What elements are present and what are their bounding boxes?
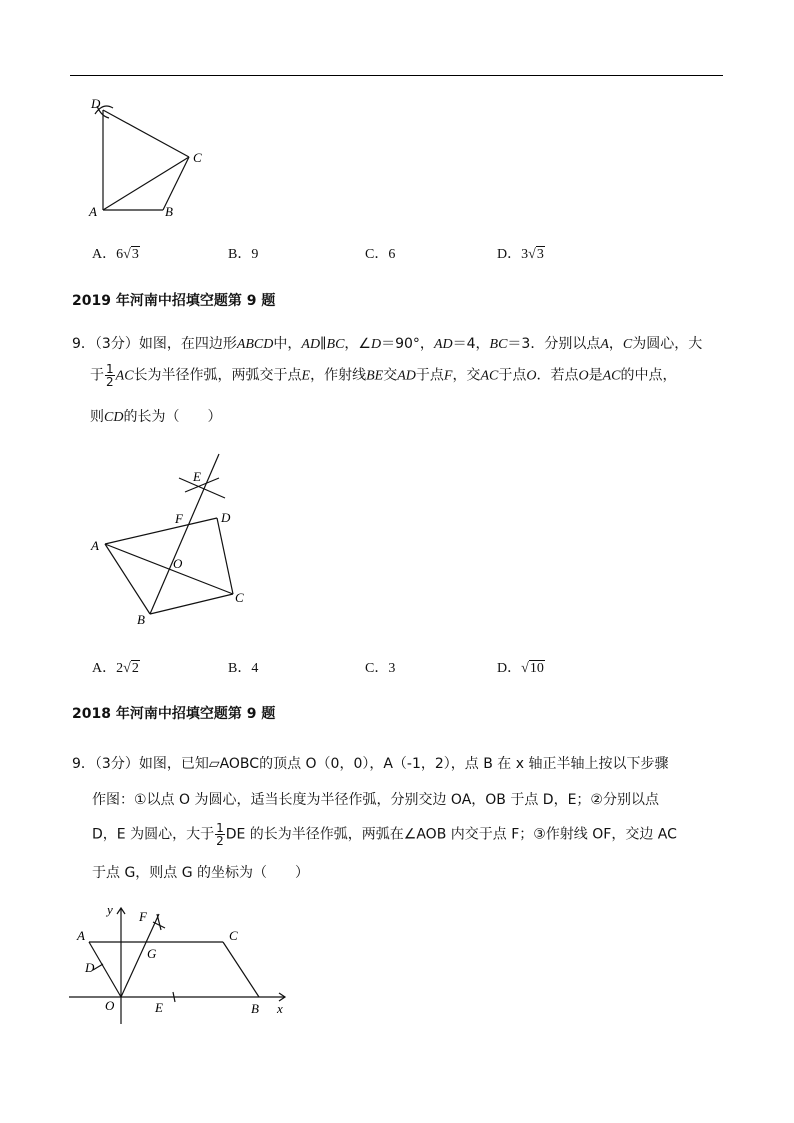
label-C: C <box>229 928 238 943</box>
label-B: B <box>251 1001 259 1016</box>
q2019-line-3: 则CD的长为（ ） <box>90 409 222 425</box>
figure-2018-coordinate <box>65 900 295 1030</box>
header-rule <box>70 75 723 76</box>
section-title-2018: 2018 年河南中招填空题第 9 题 <box>72 706 276 722</box>
label-O: O <box>105 998 115 1013</box>
q2019-line-1: 9．（3分）如图，在四边形ABCD中，AD∥BC，∠D＝90°，AD＝4，BC＝3．分别以点A，C为圆心，大 <box>72 336 703 352</box>
q2018-line-2: 作图：①以点 O 为圆心，适当长度为半径作弧，分别交边 OA，OB 于点 D，E；②分别以点 <box>92 792 659 808</box>
label-F: F <box>175 511 183 526</box>
label-A: A <box>77 928 85 943</box>
figure-2019-quadrilateral <box>85 448 260 633</box>
option-b: B．4 <box>228 661 259 676</box>
option-b: B．9 <box>228 247 259 262</box>
label-E: E <box>155 1000 163 1015</box>
label-B: B <box>165 204 173 219</box>
q2018-line-3: D，E 为圆心，大于 $\frac{1}{2}$ DE 的长为半径作弧，两弧在∠AOB 内交于点 F；③作射线 OF，交边 AC <box>92 821 677 848</box>
section-title-2019: 2019 年河南中招填空题第 9 题 <box>72 293 276 309</box>
label-A: A <box>89 204 97 219</box>
label-O: O <box>173 556 183 571</box>
label-C: C <box>235 590 244 605</box>
option-c: C．3 <box>365 661 396 676</box>
label-D: D <box>221 510 231 525</box>
option-d: D．√10 <box>497 661 544 676</box>
label-A: A <box>91 538 99 553</box>
label-x: x <box>277 1001 283 1016</box>
label-G: G <box>147 946 157 961</box>
label-y: y <box>107 902 113 917</box>
label-B: B <box>137 612 145 627</box>
label-C: C <box>193 150 202 165</box>
q2018-line-4: 于点 G，则点 G 的坐标为（ ） <box>92 865 310 881</box>
option-c: C．6 <box>365 247 396 262</box>
figure-prev-quadrilateral <box>85 92 215 222</box>
option-a: A．2√2 <box>92 661 139 676</box>
q2018-line-1: 9．（3分）如图，已知▱AOBC的顶点 O（0，0），A（-1，2），点 B 在 x 轴正半轴上按以下步骤 <box>72 756 669 772</box>
label-E: E <box>193 469 201 484</box>
label-F: F <box>139 909 147 924</box>
label-D: D <box>91 96 101 111</box>
label-D: D <box>85 960 95 975</box>
q2019-line-2: 于 $\frac{1}{2}$ AC长为半径作弧，两弧交于点E，作射线BE交AD于点F，交AC于点O．若点O是AC的中点， <box>90 362 677 389</box>
option-d: D．3√3 <box>497 247 544 262</box>
option-a: A．6√3 <box>92 247 139 262</box>
